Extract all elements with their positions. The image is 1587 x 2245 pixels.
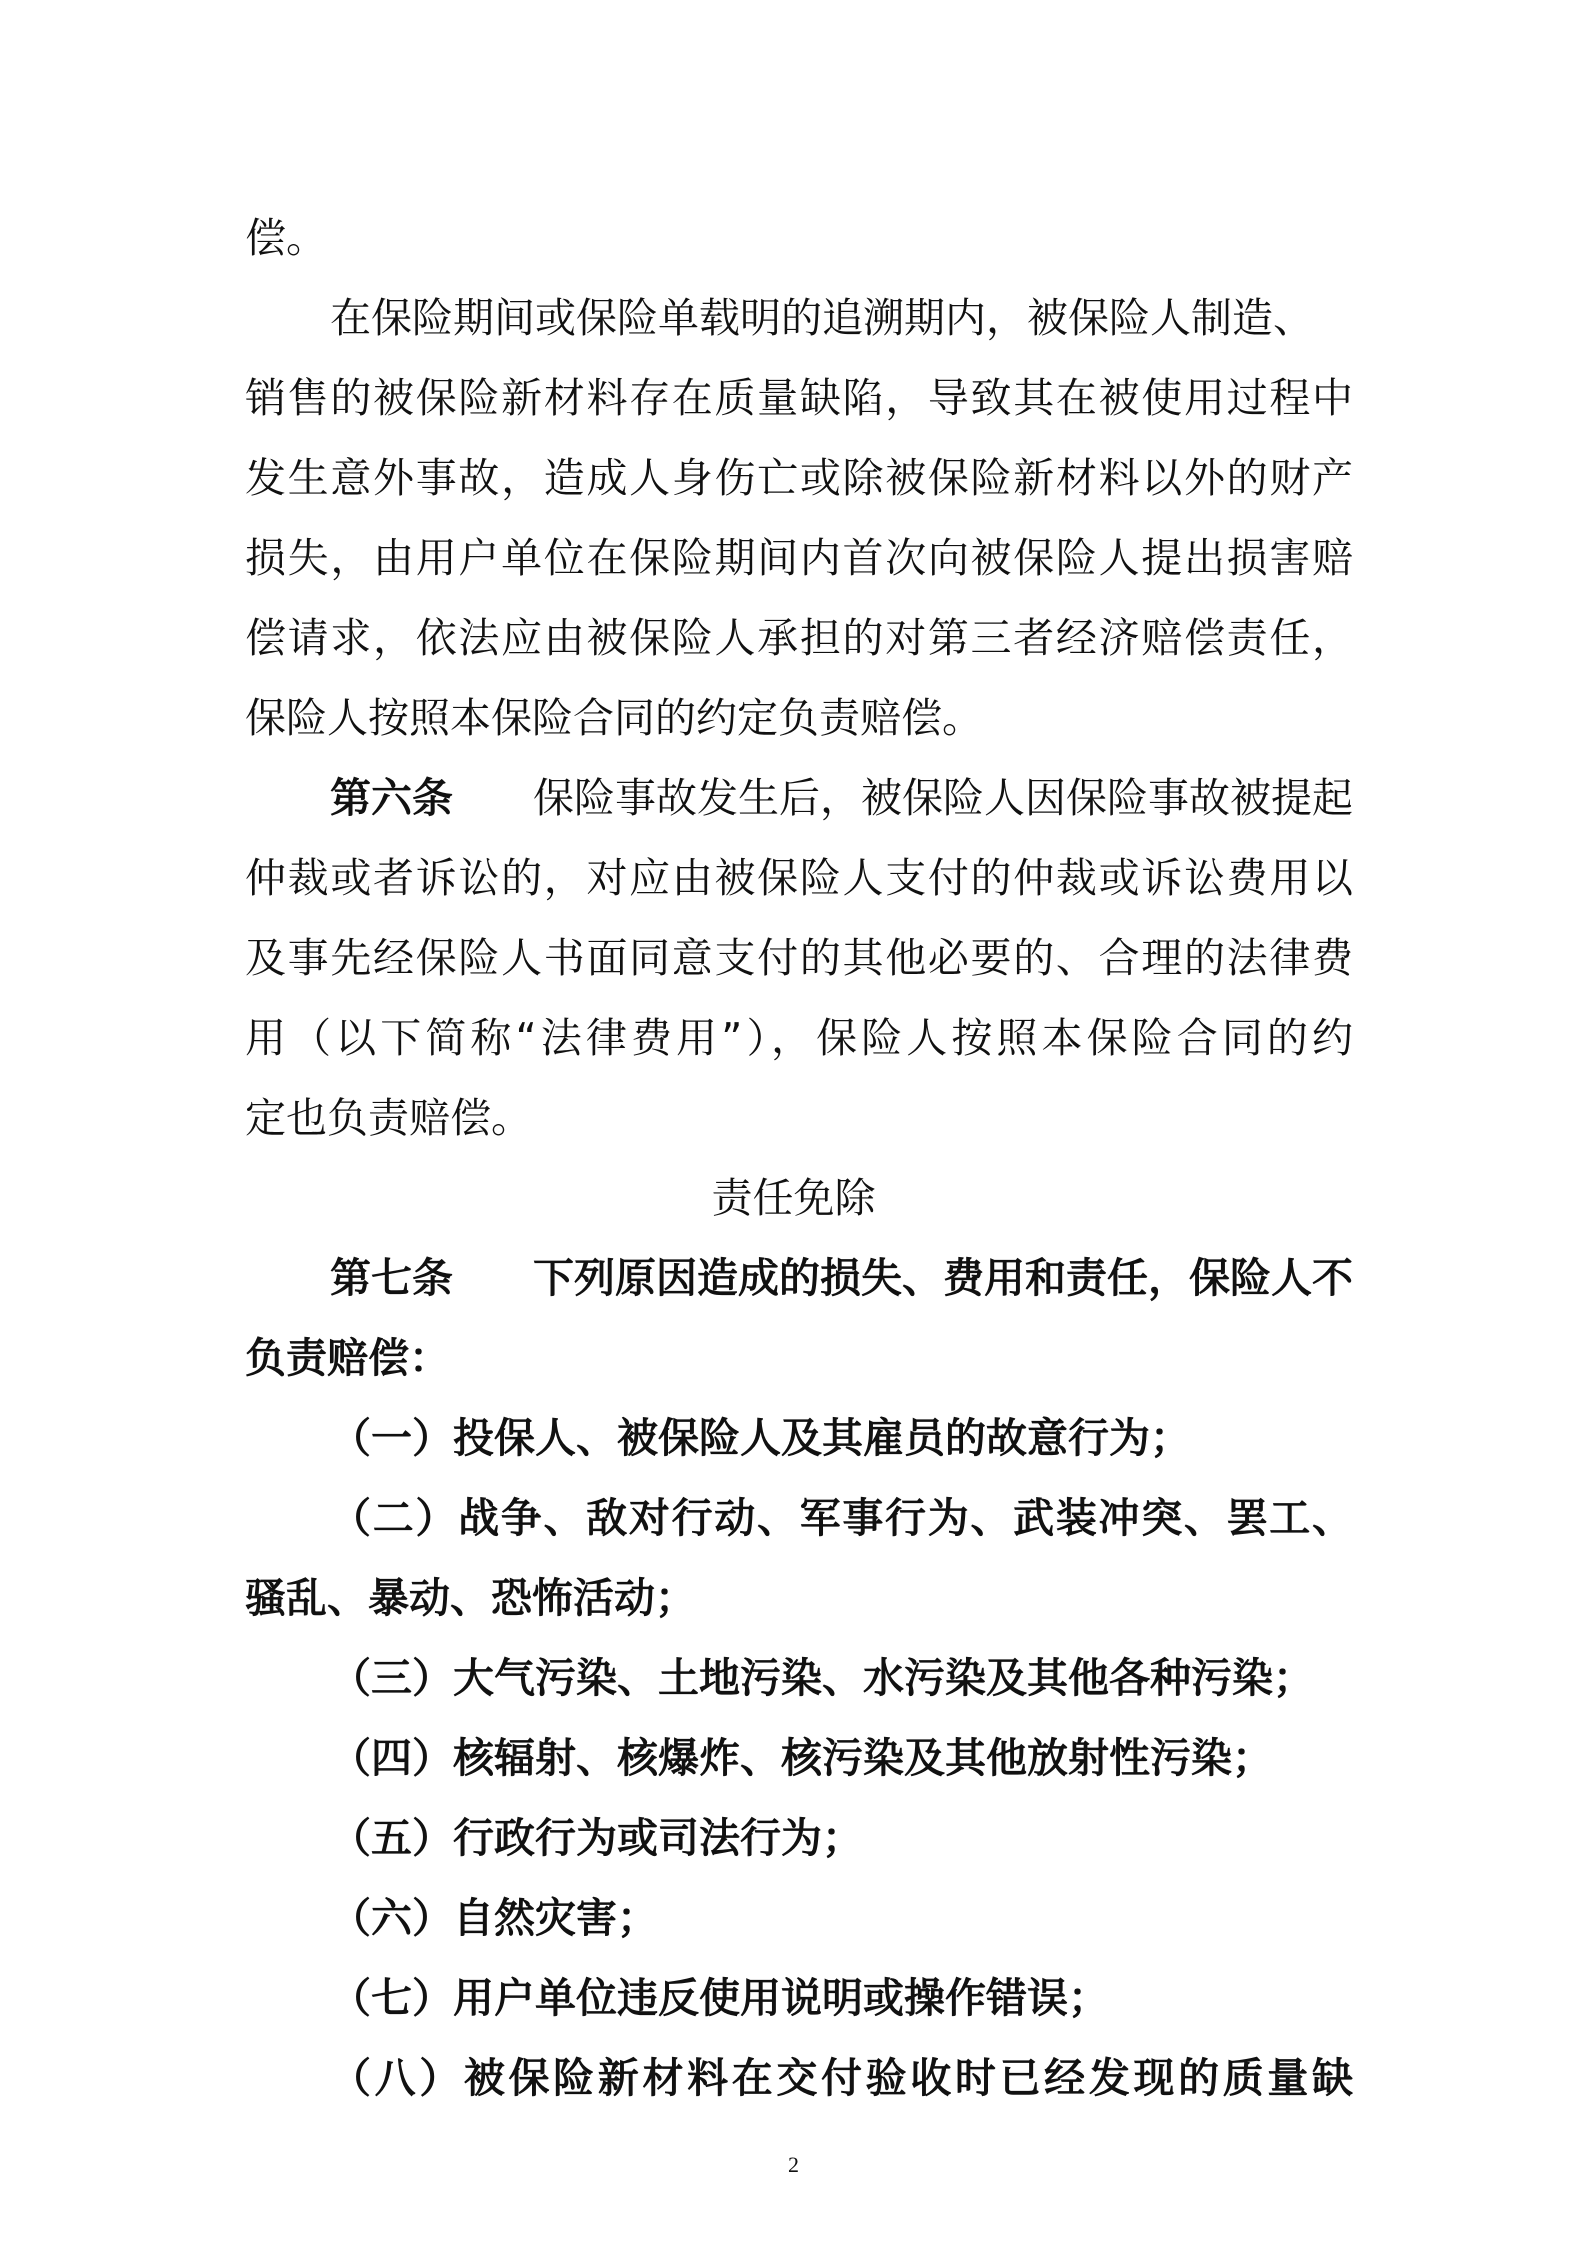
article-6-text: 保险事故发生后，被保险人因保险事故被提起 bbox=[533, 774, 1353, 822]
list-item: （一）投保人、被保险人及其雇员的故意行为； bbox=[330, 1414, 1191, 1462]
paragraph-line: 及事先经保险人书面同意支付的其他必要的、合理的法律费 bbox=[245, 934, 1353, 982]
list-item: （二）战争、敌对行动、军事行为、武装冲突、罢工、 bbox=[330, 1494, 1353, 1542]
paragraph-line: 偿请求，依法应由被保险人承担的对第三者经济赔偿责任， bbox=[245, 614, 1353, 662]
paragraph-line: 损失，由用户单位在保险期间内首次向被保险人提出损害赔 bbox=[245, 534, 1353, 582]
paragraph-line: 仲裁或者诉讼的，对应由被保险人支付的仲裁或诉讼费用以 bbox=[245, 854, 1353, 902]
paragraph-line: 保险人按照本保险合同的约定负责赔偿。 bbox=[245, 694, 983, 742]
paragraph-line: 用（以下简称“法律费用”），保险人按照本保险合同的约 bbox=[245, 1014, 1353, 1062]
list-item: （三）大气污染、土地污染、水污染及其他各种污染； bbox=[330, 1654, 1314, 1702]
section-heading: 责任免除 bbox=[711, 1174, 876, 1222]
list-item: （七）用户单位违反使用说明或操作错误； bbox=[330, 1974, 1109, 2022]
article-6-label: 第六条 bbox=[330, 774, 453, 822]
page-number: 2 bbox=[788, 2152, 799, 2177]
paragraph-line: 在保险期间或保险单载明的追溯期内，被保险人制造、 bbox=[330, 294, 1314, 342]
article-7-label: 第七条 bbox=[330, 1254, 453, 1302]
article-7-text: 下列原因造成的损失、费用和责任，保险人不 bbox=[533, 1254, 1353, 1302]
paragraph-line: 发生意外事故，造成人身伤亡或除被保险新材料以外的财产 bbox=[245, 454, 1353, 502]
paragraph-line: 定也负责赔偿。 bbox=[245, 1094, 532, 1142]
list-item: （五）行政行为或司法行为； bbox=[330, 1814, 863, 1862]
list-item: （四）核辐射、核爆炸、核污染及其他放射性污染； bbox=[330, 1734, 1273, 1782]
paragraph-line: 偿。 bbox=[245, 214, 327, 262]
paragraph-line: 负责赔偿： bbox=[245, 1334, 450, 1382]
list-item-continuation: 骚乱、暴动、恐怖活动； bbox=[245, 1574, 696, 1622]
paragraph-line: 销售的被保险新材料存在质量缺陷，导致其在被使用过程中 bbox=[245, 374, 1353, 422]
article-7-first-line bbox=[330, 1248, 1353, 1308]
article-6-first-line bbox=[330, 768, 1353, 828]
list-item: （六）自然灾害； bbox=[330, 1894, 658, 1942]
list-item: （八）被保险新材料在交付验收时已经发现的质量缺 bbox=[330, 2054, 1353, 2102]
